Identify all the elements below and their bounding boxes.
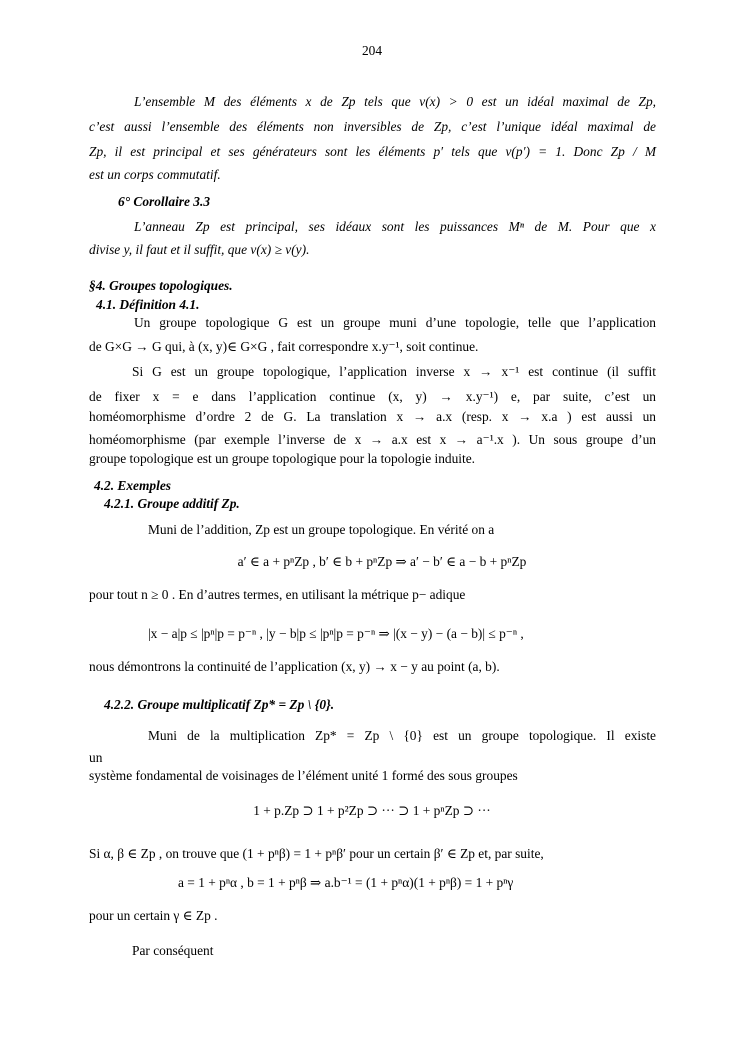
corollary-heading: 6° Corollaire 3.3 bbox=[118, 194, 211, 209]
paragraph-line: homéomorphisme (par exemple l’inverse de x → a.x est x → a⁻¹.x ). Un sous groupe d’un bbox=[89, 432, 656, 447]
paragraph-line: est un corps commutatif. bbox=[89, 167, 221, 182]
paragraph-line: Muni de l’addition, Zp est un groupe topologique. En vérité on a bbox=[148, 522, 495, 537]
paragraph-line: système fondamental de voisinages de l’élément unité 1 formé des sous groupes bbox=[89, 768, 518, 783]
paragraph-line: Muni de la multiplication Zp* = Zp \ {0} est un groupe topologique. Il existe bbox=[148, 728, 656, 743]
paragraph-line: Si G est un groupe topologique, l’application inverse x → x⁻¹ est continue (il suffit bbox=[132, 364, 656, 379]
subsubsection-heading: 4.2.2. Groupe multiplicatif Zp* = Zp \ {0}. bbox=[104, 697, 335, 712]
paragraph-line: Un groupe topologique G est un groupe muni d’une topologie, telle que l’application bbox=[134, 315, 656, 330]
paragraph-line: pour un certain γ ∈ Zp . bbox=[89, 908, 218, 923]
equation: |x − a|p ≤ |pⁿ|p = p⁻ⁿ , |y − b|p ≤ |pⁿ|p = p⁻ⁿ ⇒ |(x − y) − (a − b)| ≤ p⁻ⁿ , bbox=[148, 626, 524, 641]
paragraph-line: Par conséquent bbox=[132, 943, 214, 958]
section-heading: §4. Groupes topologiques. bbox=[89, 278, 233, 293]
paragraph-line: L’ensemble M des éléments x de Zp tels que v(x) > 0 est un idéal maximal de Zp, bbox=[134, 94, 656, 109]
equation: a′ ∈ a + pⁿZp , b′ ∈ b + pⁿZp ⇒ a′ − b′ ∈ a − b + pⁿZp bbox=[237, 554, 527, 569]
paragraph-line: L’anneau Zp est principal, ses idéaux sont les puissances Mⁿ de M. Pour que x bbox=[134, 219, 656, 234]
equation: 1 + p.Zp ⊃ 1 + p²Zp ⊃ ··· ⊃ 1 + pⁿZp ⊃ ··· bbox=[253, 803, 491, 818]
subsection-heading: 4.1. Définition 4.1. bbox=[96, 297, 200, 312]
paragraph-line: groupe topologique est un groupe topologique pour la topologie induite. bbox=[89, 451, 476, 466]
paragraph-line: de G×G → G qui, à (x, y)∈ G×G , fait correspondre x.y⁻¹, soit continue. bbox=[89, 339, 479, 354]
subsubsection-heading: 4.2.1. Groupe additif Zp. bbox=[104, 496, 240, 511]
paragraph-line: Zp, il est principal et ses générateurs sont les éléments p′ tels que v(p′) = 1. Donc Zp / M bbox=[89, 144, 656, 159]
paragraph-line: divise y, il faut et il suffit, que v(x) ≥ v(y). bbox=[89, 242, 310, 257]
page-number: 204 bbox=[361, 43, 383, 58]
paragraph-line: homéomorphisme d’ordre 2 de G. La translation x → a.x (resp. x → x.a ) est aussi un bbox=[89, 409, 656, 424]
paragraph-line: pour tout n ≥ 0 . En d’autres termes, en utilisant la métrique p− adique bbox=[89, 587, 466, 602]
paragraph-line: un bbox=[89, 750, 103, 765]
subsection-heading: 4.2. Exemples bbox=[94, 478, 171, 493]
equation: a = 1 + pⁿα , b = 1 + pⁿβ ⇒ a.b⁻¹ = (1 + pⁿα)(1 + pⁿβ) = 1 + pⁿγ bbox=[178, 875, 514, 890]
paragraph-line: de fixer x = e dans l’application continue (x, y) → x.y⁻¹) e, par suite, c’est un bbox=[89, 389, 656, 404]
paragraph-line: Si α, β ∈ Zp , on trouve que (1 + pⁿβ) = 1 + pⁿβ′ pour un certain β′ ∈ Zp et, par suite, bbox=[89, 846, 544, 861]
paragraph-line: nous démontrons la continuité de l’application (x, y) → x − y au point (a, b). bbox=[89, 659, 500, 674]
paragraph-line: c’est aussi l’ensemble des éléments non inversibles de Zp, c’est l’unique idéal maximal de bbox=[89, 119, 656, 134]
